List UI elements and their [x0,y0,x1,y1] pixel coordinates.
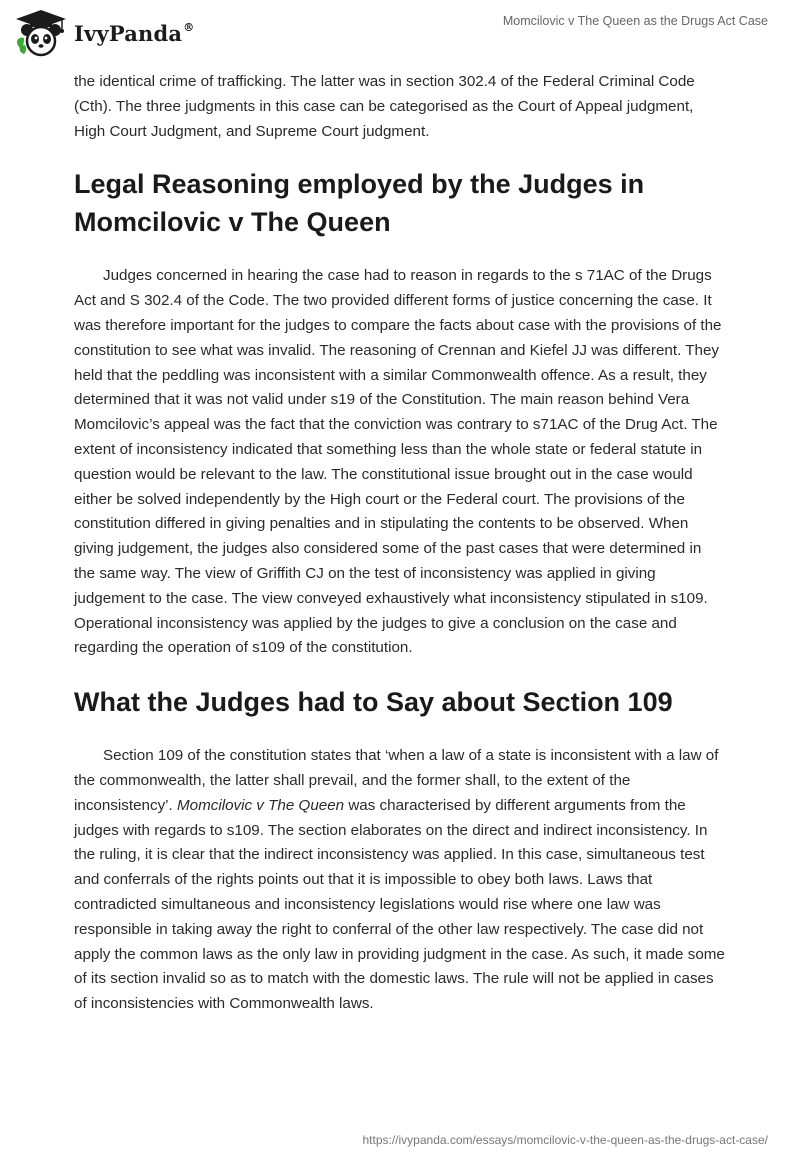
ivypanda-logo[interactable] [14,8,194,58]
source-url[interactable]: https://ivypanda.com/essays/momcilovic-v-the-queen-as-the-drugs-act-case/ [362,1133,768,1147]
panda-graduate-icon [14,8,68,58]
section-heading-section-109: What the Judges had to Say about Section 109 [74,687,673,718]
legal-reasoning-paragraph: Judges concerned in hearing the case had to reason in regards to the s 71AC of the Drugs Act and S 302.4 of the Code. The two provided different forms of justice concerning the case. It was therefore important for the judges to compare the facts about case with the provisions of the constitution to see what was invalid. The reasoning of Crennan and Kiefel JJ was different. They held that the peddling was inconsistent with a similar Commonwealth offence. As a result, they determined that it was not valid under s19 of the Constitution. The main reason behind Vera Momcilovic’s appeal was the fact that the conviction was contrary to s71AC of the Drug Act. The extent of inconsistency indicated that something less than the whole state or federal statute in question would be relevant to the law. The constitutional issue brought out in the case would either be solved independently by the High court or the Federal court. The provisions of the constitution differed in giving penalties and in stipulating the contents to be observed. When giving judgement, the judges also considered some of the past cases that were determined in the same way. The view of Griffith CJ on the test of inconsistency was applied in giving judgement to the case. The view conveyed exhaustively what inconsistency stipulated in s109. Operational inconsistency was applied by the judges to give a conclusion on the case and regarding the operation of s109 of the constitution. [74,267,722,657]
intro-paragraph: the identical crime of trafficking. The latter was in section 302.4 of the Federal Criminal Code (Cth). The three judgments in this case can be categorised as the Court of Appeal judgment, High Court Judgment, and Supreme Court judgment. [74,73,695,140]
case-name-italic: Momcilovic v The Queen [176,796,345,814]
article-body [74,70,726,1017]
brand-name: IvyPanda® [74,20,195,46]
section-109-paragraph [74,744,726,1017]
document-title: Momcilovic v The Queen as the Drugs Act Case [502,14,768,28]
page-header [0,0,800,70]
section-heading-legal-reasoning: Legal Reasoning employed by the Judges in Momcilovic v The Queen [74,169,645,238]
section-109-text-start: Section 109 of the constitution states that ‘when a law of a state is inconsistent with a law of the commonwealth, the latter shall prevail, and the former shall, to the extent of the inconsistency’. [74,747,719,814]
section-109-text-end: was characterised by different arguments from the judges with regards to s109. The section elaborates on the direct and indirect inconsistency. In the ruling, it is clear that the indirect inconsistency was applied. In this case, simultaneous test and conferrals of the rights points out that it is impossible to obey both laws. Laws that contradicted simultaneous and inconsistency legislations would rise where one law was responsible in taking away the right to conferral of the other law respectively. The case did not apply the common laws as the only law in providing judgment in the case. As such, it made some of its section invalid so as to match with the domestic laws. The rule will not be applied in cases of inconsistencies with Commonwealth laws. [74,796,725,1013]
